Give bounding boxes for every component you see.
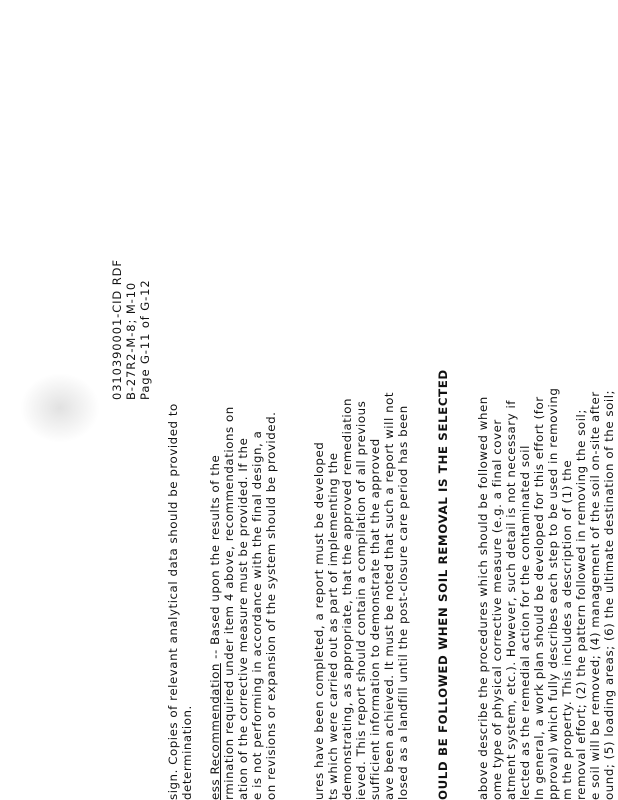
- header-doc-id: 0310390001-CID RDF: [110, 259, 124, 400]
- para3-line-7: losed as a landfill until the post-closure care period has been: [396, 405, 410, 800]
- para2-line-5: on revisions or expansion of the system should be provided.: [264, 411, 278, 800]
- header-reference: B-27R2-M-8; M-10: [124, 281, 138, 400]
- para4-line-6: pproval) which fully describes each step to be used in removing: [546, 387, 560, 800]
- para4-line-9: e soil will be removed; (4) management of the soil on-site after: [588, 391, 602, 800]
- para2-title-continuation: -- Based upon the results of the: [208, 454, 222, 664]
- para3-line-3: demonstrating, as appropriate, that the approved remediation: [340, 397, 354, 800]
- para3-line-1: ures have been completed, a report must be developed: [312, 441, 326, 800]
- para3-line-2: ts which were carried out as part of implementing the: [326, 452, 340, 800]
- para4-line-3: atment system, etc.). However, such detail is not necessary if: [504, 399, 518, 800]
- para4-line-4: lected as the remedial action for the contaminated soil: [518, 445, 532, 800]
- para3-line-6: ave been achieved. It must be noted that such a report will not: [382, 391, 396, 800]
- para1-line-1: sign. Copies of relevant analytical data should be provided to: [166, 403, 180, 800]
- section-heading: OULD BE FOLLOWED WHEN SOIL REMOVAL IS THE SELECTED: [436, 369, 450, 800]
- para3-line-5: sufficient information to demonstrate that the approved: [368, 438, 382, 800]
- para4-line-7: m the property. This includes a description of (1) the: [560, 459, 574, 800]
- para2-title: ess Recommendation: [208, 663, 222, 800]
- para4-line-2: ome type of physical corrective measure (e.g. a final cover: [490, 419, 504, 800]
- para2-line-3: ation of the corrective measure must be provided. If the: [236, 437, 250, 800]
- para1-line-2: determination.: [180, 705, 194, 800]
- para4-line-1: above describe the procedures which should be followed when: [476, 396, 490, 800]
- para2-line-2: rmination required under item 4 above, recommendations on: [222, 406, 236, 800]
- para2-line-1: [208, 455, 222, 800]
- scan-smudge: [20, 373, 100, 443]
- para4-line-8: removal effort; (2) the pattern followed in removing the soil;: [574, 409, 588, 800]
- para2-line-4: e is not performing in accordance with the final design, a: [250, 430, 264, 800]
- para4-line-10: ound; (5) loading areas; (6) the ultimate destination of the soil;: [602, 389, 616, 800]
- para4-line-5: In general, a work plan should be developed for this effort (for: [532, 396, 546, 800]
- para3-line-4: ieved. This report should contain a compilation of all previous: [354, 400, 368, 800]
- header-page-number: Page G-11 of G-12: [138, 279, 152, 400]
